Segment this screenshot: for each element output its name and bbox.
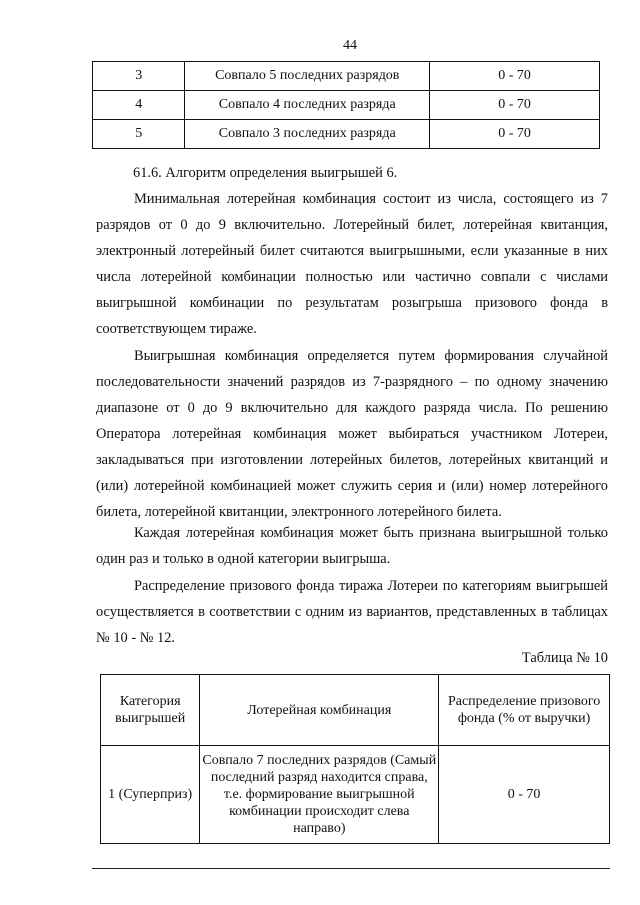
combination-cell: Совпало 7 последних разрядов (Самый последний разряд находится справа, т.е. формирование выигрышной комбинации происходит слева направо) [200, 746, 439, 844]
page-number: 44 [343, 38, 357, 53]
combination-cell: Совпало 3 последних разряда [185, 120, 430, 149]
category-cell: 3 [93, 62, 185, 91]
table-caption: Таблица № 10 [521, 650, 608, 666]
distribution-cell: 0 - 70 [430, 120, 600, 149]
paragraph: Каждая лотерейная комбинация может быть признана выигрышной только один раз и только в одной категории выигрыша. [96, 525, 608, 567]
column-header: Категория выигрышей [101, 675, 200, 746]
category-cell: 1 (Суперприз) [101, 746, 200, 844]
paragraph: Распределение призового фонда тиража Лотереи по категориям выигрышей осуществляется в соответствии с одним из вариантов, представленных в таблицах № 10 - № 12. [96, 578, 608, 646]
section-heading: 61.6. Алгоритм определения выигрышей 6. [133, 165, 398, 181]
table-row [93, 62, 600, 91]
table-header-row [101, 675, 610, 746]
table-row [93, 91, 600, 120]
category-cell: 4 [93, 91, 185, 120]
page-bottom-rule [92, 868, 610, 869]
column-header: Распределение призового фонда (% от выручки) [439, 675, 610, 746]
distribution-cell: 0 - 70 [430, 91, 600, 120]
paragraph: Выигрышная комбинация определяется путем формирования случайной последовательности значений разрядов из 7-разрядного – по одному значению диапазоне от 0 до 9 включительно для каждого разряда числа. По решению Оператора лотерейная комбинация может выбираться участником Лотереи, закладываться при изготовлении лотерейных билетов, лотерейных квитанций и (или) лотерейной комбинацией может служить серия и (или) номер лотерейного билета, лотерейной квитанции, электронного лотерейного билета. [96, 348, 608, 520]
prize-table-10 [100, 674, 610, 844]
distribution-cell: 0 - 70 [439, 746, 610, 844]
paragraph: Минимальная лотерейная комбинация состоит из числа, состоящего из 7 разрядов от 0 до 9 включительно. Лотерейный билет, лотерейная квитанция, электронный лотерейный билет считаются выигрышными, если указанные в них числа лотерейной комбинации полностью или частично совпали с числами выигрышной комбинации по результатам розыгрыша призового фонда в соответствующем тираже. [96, 191, 608, 337]
prize-table-continued [92, 61, 600, 149]
category-cell: 5 [93, 120, 185, 149]
table-row [93, 120, 600, 149]
distribution-cell: 0 - 70 [430, 62, 600, 91]
combination-cell: Совпало 5 последних разрядов [185, 62, 430, 91]
combination-cell: Совпало 4 последних разряда [185, 91, 430, 120]
column-header: Лотерейная комбинация [200, 675, 439, 746]
table-row [101, 746, 610, 844]
